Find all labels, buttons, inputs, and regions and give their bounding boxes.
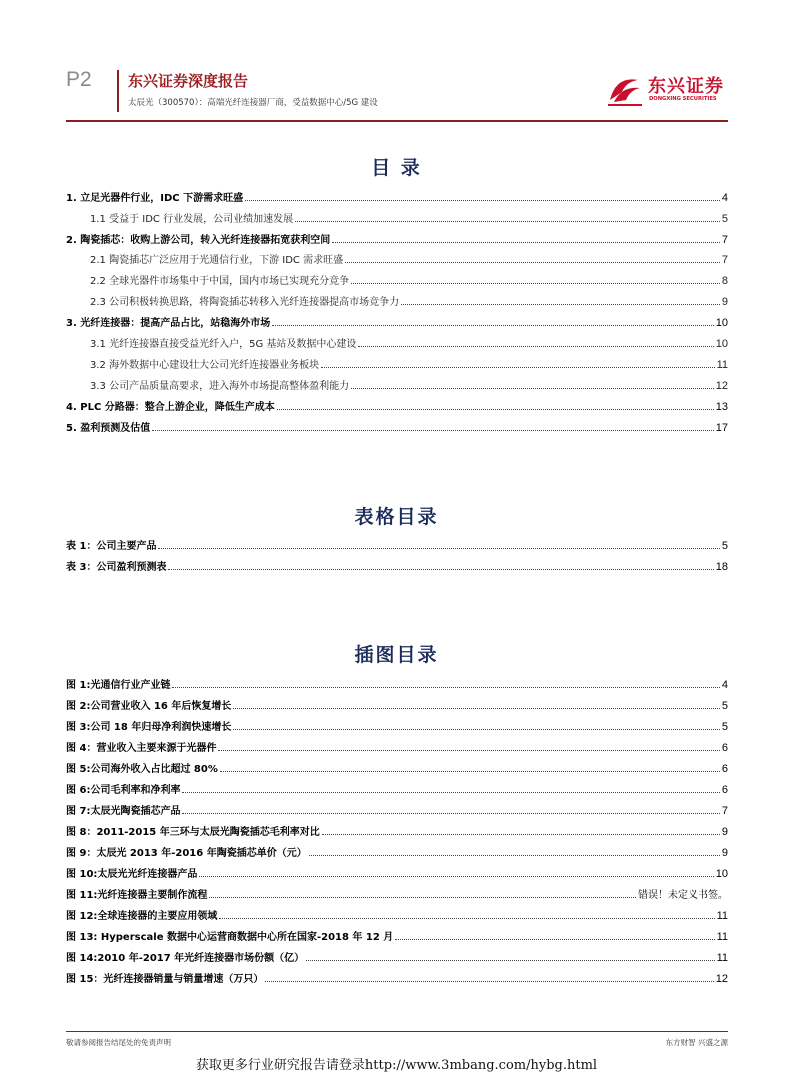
toc-label: 图 9：太辰光 2013 年-2016 年陶瓷插芯单价（元） bbox=[66, 848, 307, 859]
leader-dots bbox=[309, 855, 720, 856]
toc-label: 1.1 受益于 IDC 行业发展，公司业绩加速发展 bbox=[90, 214, 294, 225]
figure-toc-entry[interactable] bbox=[66, 906, 728, 922]
toc-page: 6 bbox=[721, 784, 728, 796]
toc-page: 10 bbox=[715, 338, 728, 350]
toc-label: 图 1:光通信行业产业链 bbox=[66, 680, 171, 691]
toc-entry[interactable] bbox=[90, 271, 728, 287]
leader-dots bbox=[218, 750, 719, 751]
toc-page: 6 bbox=[721, 742, 728, 754]
toc-page: 12 bbox=[715, 380, 728, 392]
toc-label: 图 12:全球连接器的主要应用领域 bbox=[66, 911, 218, 922]
figure-toc-entry[interactable] bbox=[66, 885, 728, 901]
leader-dots bbox=[182, 813, 719, 814]
toc-label: 图 7:太辰光陶瓷插芯产品 bbox=[66, 806, 181, 817]
toc-entry[interactable] bbox=[90, 209, 728, 225]
leader-dots bbox=[295, 221, 720, 222]
leader-dots bbox=[272, 325, 714, 326]
leader-dots bbox=[158, 548, 719, 549]
toc-label: 图 11:光纤连接器主要制作流程 bbox=[66, 890, 208, 901]
leader-dots bbox=[168, 569, 713, 570]
leader-dots bbox=[199, 876, 713, 877]
leader-dots bbox=[401, 304, 720, 305]
leader-dots bbox=[233, 729, 720, 730]
toc-label: 图 10:太辰光光纤连接器产品 bbox=[66, 869, 198, 880]
logo-english-text: DONGXING SECURITIES bbox=[649, 96, 717, 102]
figure-toc-entry[interactable] bbox=[66, 738, 728, 754]
figure-toc-entry[interactable] bbox=[66, 822, 728, 838]
leader-dots bbox=[233, 708, 720, 709]
toc-entry[interactable] bbox=[90, 355, 728, 371]
toc-label: 2.2 全球光器件市场集中于中国，国内市场已实现充分竞争 bbox=[90, 276, 350, 287]
leader-dots bbox=[209, 897, 636, 898]
toc-entry[interactable] bbox=[66, 397, 728, 413]
toc-entry[interactable] bbox=[66, 418, 728, 434]
footer-rule bbox=[66, 1031, 728, 1032]
toc-label: 图 5:公司海外收入占比超过 80% bbox=[66, 764, 218, 775]
toc-label: 图 2:公司营业收入 16 年后恢复增长 bbox=[66, 701, 232, 712]
report-subtitle: 太辰光（300570）：高端光纤连接器厂商，受益数据中心/5G 建设 bbox=[128, 98, 378, 108]
toc-page: 11 bbox=[716, 931, 728, 943]
leader-dots bbox=[306, 960, 714, 961]
toc-page: 10 bbox=[715, 317, 728, 329]
toc-page: 18 bbox=[715, 561, 728, 573]
page-header bbox=[66, 68, 728, 120]
toc-label: 图 3:公司 18 年归母净利润快速增长 bbox=[66, 722, 232, 733]
report-title: 东兴证券深度报告 bbox=[128, 72, 249, 90]
toc-page: 11 bbox=[716, 359, 728, 371]
footer-slogan: 东方财智 兴盛之源 bbox=[665, 1038, 728, 1047]
leader-dots bbox=[395, 939, 714, 940]
figure-toc-entry[interactable] bbox=[66, 717, 728, 733]
figure-toc-entry[interactable] bbox=[66, 801, 728, 817]
toc-page-error: 错误！未定义书签。 bbox=[638, 890, 728, 901]
figure-toc-entry[interactable] bbox=[66, 780, 728, 796]
company-logo bbox=[606, 70, 724, 110]
toc-page: 11 bbox=[716, 910, 728, 922]
leader-dots bbox=[245, 200, 720, 201]
toc-label: 2.3 公司积极转换思路，将陶瓷插芯转移入光纤连接器提高市场竞争力 bbox=[90, 297, 400, 308]
toc-label: 3.3 公司产品质量高要求，进入海外市场提高整体盈利能力 bbox=[90, 381, 350, 392]
toc-entry[interactable] bbox=[66, 230, 728, 246]
toc-page: 13 bbox=[715, 401, 728, 413]
table-toc-title: 表格目录 bbox=[354, 506, 439, 528]
toc-page: 6 bbox=[721, 763, 728, 775]
toc-label: 图 14:2010 年-2017 年光纤连接器市场份额（亿） bbox=[66, 953, 305, 964]
figure-toc-entry[interactable] bbox=[66, 927, 728, 943]
watermark-link[interactable]: 获取更多行业研究报告请登录http://www.3mbang.com/hybg.html bbox=[195, 1058, 598, 1073]
toc-label: 2.1 陶瓷插芯广泛应用于光通信行业，下游 IDC 需求旺盛 bbox=[90, 255, 344, 266]
figure-toc-entry[interactable] bbox=[66, 864, 728, 880]
leader-dots bbox=[172, 687, 719, 688]
figure-toc-title: 插图目录 bbox=[354, 644, 439, 666]
toc-page: 7 bbox=[721, 805, 728, 817]
table-toc-entry[interactable] bbox=[66, 557, 728, 573]
toc-entry[interactable] bbox=[90, 376, 728, 392]
leader-dots bbox=[265, 981, 713, 982]
page-number: P2 bbox=[66, 68, 92, 91]
toc-label: 图 4：营业收入主要来源于光器件 bbox=[66, 743, 217, 754]
toc-page: 5 bbox=[721, 721, 728, 733]
leader-dots bbox=[351, 388, 714, 389]
leader-dots bbox=[332, 242, 720, 243]
toc-label: 图 8：2011-2015 年三环与太辰光陶瓷插芯毛利率对比 bbox=[66, 827, 320, 838]
toc-label: 图 6:公司毛利率和净利率 bbox=[66, 785, 181, 796]
toc-label: 图 15：光纤连接器销量与销量增速（万只） bbox=[66, 974, 264, 985]
toc-page: 4 bbox=[721, 192, 728, 204]
toc-page: 12 bbox=[715, 973, 728, 985]
toc-label: 1. 立足光器件行业，IDC 下游需求旺盛 bbox=[66, 193, 244, 204]
toc-page: 5 bbox=[721, 540, 728, 552]
disclaimer-note: 敬请参阅报告结尾处的免责声明 bbox=[66, 1038, 171, 1047]
toc-page: 11 bbox=[716, 952, 728, 964]
leader-dots bbox=[277, 409, 714, 410]
toc-label: 表 1：公司主要产品 bbox=[66, 541, 157, 552]
toc-entry[interactable] bbox=[66, 313, 728, 329]
logo-text: 东兴证券 bbox=[648, 76, 724, 97]
leader-dots bbox=[182, 792, 719, 793]
toc-page: 5 bbox=[721, 213, 728, 225]
leader-dots bbox=[220, 771, 720, 772]
toc-page: 9 bbox=[721, 826, 728, 838]
toc-page: 7 bbox=[721, 234, 728, 246]
toc-page: 10 bbox=[715, 868, 728, 880]
toc-label: 3. 光纤连接器：提高产品占比，站稳海外市场 bbox=[66, 318, 271, 329]
leader-dots bbox=[322, 834, 720, 835]
toc-label: 3.1 光纤连接器直接受益光纤入户，5G 基站及数据中心建设 bbox=[90, 339, 357, 350]
figure-toc-entry[interactable] bbox=[66, 948, 728, 964]
leader-dots bbox=[351, 283, 720, 284]
toc-entry[interactable] bbox=[90, 334, 728, 350]
toc-label: 2. 陶瓷插芯：收购上游公司，转入光纤连接器拓宽获利空间 bbox=[66, 235, 331, 246]
figure-toc-entry[interactable] bbox=[66, 969, 728, 985]
leader-dots bbox=[358, 346, 713, 347]
toc-entry[interactable] bbox=[66, 188, 728, 204]
toc-page: 9 bbox=[721, 847, 728, 859]
figure-toc-entry[interactable] bbox=[66, 675, 728, 691]
figure-toc-entry[interactable] bbox=[66, 759, 728, 775]
toc-page: 4 bbox=[721, 679, 728, 691]
toc-entry[interactable] bbox=[90, 250, 728, 266]
figure-toc-entry[interactable] bbox=[66, 843, 728, 859]
toc-entry[interactable] bbox=[90, 292, 728, 308]
leader-dots bbox=[219, 918, 714, 919]
header-divider bbox=[117, 70, 119, 112]
toc-page: 5 bbox=[721, 700, 728, 712]
toc-label: 3.2 海外数据中心建设壮大公司光纤连接器业务板块 bbox=[90, 360, 320, 371]
leader-dots bbox=[345, 262, 720, 263]
toc-label: 4. PLC 分路器：整合上游企业，降低生产成本 bbox=[66, 402, 275, 413]
toc-page: 7 bbox=[721, 254, 728, 266]
leader-dots bbox=[321, 367, 714, 368]
toc-label: 图 13: Hyperscale 数据中心运营商数据中心所在国家-2018 年 12 月 bbox=[66, 932, 394, 943]
figure-toc-entry[interactable] bbox=[66, 696, 728, 712]
toc-page: 8 bbox=[721, 275, 728, 287]
toc-title: 目 录 bbox=[371, 157, 422, 179]
leader-dots bbox=[152, 430, 714, 431]
toc-page: 17 bbox=[715, 422, 728, 434]
toc-label: 5. 盈利预测及估值 bbox=[66, 423, 151, 434]
logo-mark-icon bbox=[606, 70, 644, 108]
header-rule bbox=[66, 120, 728, 122]
table-toc-entry[interactable] bbox=[66, 536, 728, 552]
toc-page: 9 bbox=[721, 296, 728, 308]
toc-label: 表 3：公司盈利预测表 bbox=[66, 562, 167, 573]
